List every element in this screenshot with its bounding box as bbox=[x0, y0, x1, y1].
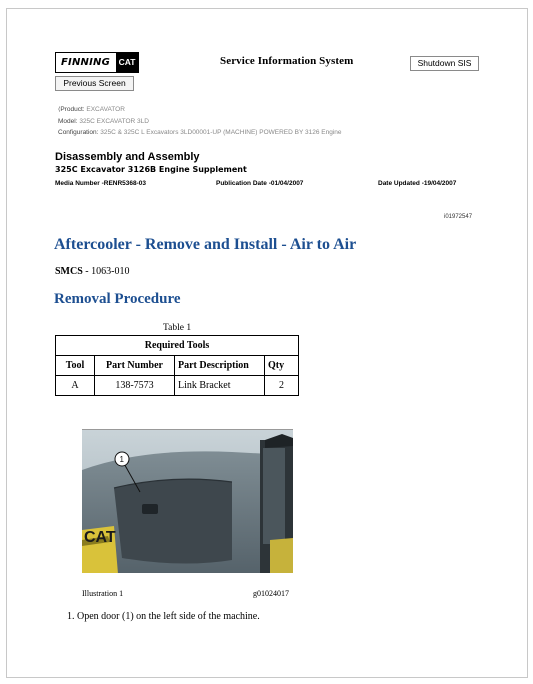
media-number: Media Number -RENR5368-03 bbox=[55, 180, 147, 187]
document-subtitle: 325C Excavator 3126B Engine Supplement bbox=[55, 165, 247, 174]
section-heading: Removal Procedure bbox=[54, 291, 181, 307]
illustration-id: g01024017 bbox=[253, 589, 289, 598]
shutdown-sis-button[interactable]: Shutdown SIS bbox=[410, 56, 479, 71]
column-header-part-description: Part Description bbox=[175, 356, 265, 376]
product-value: EXCAVATOR bbox=[86, 106, 125, 113]
system-title: Service Information System bbox=[220, 55, 354, 67]
document-title: Disassembly and Assembly bbox=[55, 151, 200, 163]
back-arrow-icon[interactable]: ⟨ bbox=[58, 107, 61, 113]
cell-qty: 2 bbox=[265, 376, 299, 396]
product-breadcrumb bbox=[58, 106, 125, 113]
date-updated: Date Updated -19/04/2007 bbox=[378, 180, 457, 187]
illustration-photo bbox=[82, 429, 293, 573]
finning-logo-text: FINNING bbox=[61, 57, 110, 68]
cell-part-number: 138-7573 bbox=[95, 376, 175, 396]
smcs-value: - 1063-010 bbox=[82, 266, 130, 277]
excavator-side-image bbox=[82, 430, 293, 573]
machine-cat-badge: CAT bbox=[84, 529, 116, 546]
model-value: 325C EXCAVATOR 3LD bbox=[79, 118, 149, 125]
cell-part-description: Link Bracket bbox=[175, 376, 265, 396]
product-label: Product: bbox=[60, 106, 85, 113]
model-breadcrumb bbox=[58, 118, 149, 125]
smcs-label: SMCS bbox=[55, 266, 83, 277]
configuration-label: Configuration: bbox=[58, 129, 99, 136]
step-1-text: 1. Open door (1) on the left side of the machine. bbox=[67, 611, 260, 622]
smcs-code bbox=[55, 266, 129, 277]
callout-number: 1 bbox=[119, 455, 124, 464]
column-header-qty: Qty bbox=[265, 356, 299, 376]
column-header-tool: Tool bbox=[56, 356, 95, 376]
previous-screen-button[interactable]: Previous Screen bbox=[55, 76, 134, 91]
table-row bbox=[56, 376, 299, 396]
procedure-heading: Aftercooler - Remove and Install - Air to Air bbox=[54, 236, 357, 253]
configuration-value: 325C & 325C L Excavators 3LD00001-UP (MACHINE) POWERED BY 3126 Engine bbox=[100, 129, 342, 136]
illustration-label: Illustration 1 bbox=[82, 589, 124, 598]
model-label: Model: bbox=[58, 118, 78, 125]
column-header-part-number: Part Number bbox=[95, 356, 175, 376]
reference-id: i01972547 bbox=[444, 214, 473, 220]
table-caption: Table 1 bbox=[163, 323, 192, 333]
configuration-breadcrumb bbox=[58, 129, 342, 136]
finning-cat-logo bbox=[55, 52, 139, 73]
required-tools-table bbox=[55, 335, 299, 396]
cat-logo-text: CAT bbox=[116, 53, 138, 72]
cell-tool: A bbox=[56, 376, 95, 396]
table-title: Required Tools bbox=[56, 336, 299, 356]
publication-date: Publication Date -01/04/2007 bbox=[216, 180, 304, 187]
